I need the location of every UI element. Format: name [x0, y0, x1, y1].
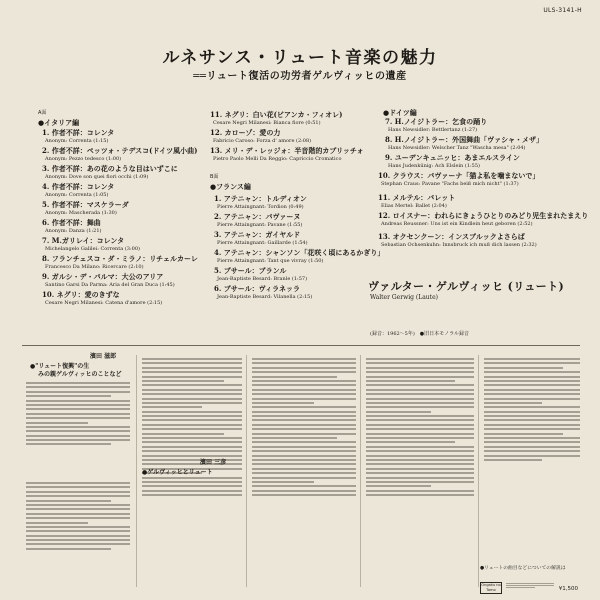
track-a10: [42, 291, 162, 306]
track-b8: [385, 136, 543, 151]
track-composer: Anonym: Dove son quei fiori occhi (1:09): [45, 173, 149, 180]
track-title: 12. カローゾ：愛の力: [210, 128, 281, 137]
track-a11: [210, 111, 342, 126]
recording-note: (録音：1962～5年) ●旧日本モノラル録音: [370, 331, 469, 337]
track-b9: [385, 154, 520, 169]
column-rule: [478, 355, 479, 587]
track-title: 1. アテニャン：トルディオン: [214, 194, 307, 203]
track-title: 4. 作者不詳：コレンタ: [42, 182, 115, 191]
track-title: 8. フランチェスコ・ダ・ミラノ：リチェルカーレ: [42, 254, 198, 263]
track-composer: Elias Mertel: Ballet (2:04): [381, 202, 447, 209]
track-title: 9. ガルシ・デ・パルマ：大公のアリア: [42, 272, 164, 281]
column-rule: [360, 355, 361, 587]
notes-column-5: [484, 356, 580, 556]
track-b11: [378, 194, 455, 209]
track-title: 2. 作者不詳：ペッツォ・テデスコ(ドイツ風小曲): [42, 146, 198, 155]
section-france: ●フランス編: [210, 182, 251, 191]
track-composer: Santino Garsi Da Parma: Aria del Gran Duca (1:45): [45, 281, 175, 288]
track-title: 10. ネグリ：愛のきずな: [42, 290, 120, 299]
track-a13: [210, 147, 364, 162]
track-title: 13. オクセンクーン：インスブルックよさらば: [378, 232, 525, 241]
track-composer: Anonym: Correnta (1:05): [45, 191, 109, 198]
track-a1: [42, 129, 114, 144]
notes-column-4: [366, 356, 474, 588]
notes-column-1b: [26, 480, 130, 588]
track-composer: Cesare Negri Milanesi: Catena d'amore (2:15): [45, 299, 163, 306]
notes-column-1a: [26, 380, 130, 475]
artist-name: ヴァルター・ゲルヴィッヒ (リュート): [368, 280, 565, 293]
track-title: 6. ブサール：ヴィラネッラ: [214, 284, 300, 293]
track-a8: [42, 255, 198, 270]
track-b10: [378, 172, 539, 187]
track-title: 3. 作者不詳：あの花のような目はいずこに: [42, 164, 178, 173]
catalog-number: ULS-3141-H: [543, 7, 582, 14]
track-b7: [385, 118, 487, 133]
side-b-label: B面: [210, 174, 219, 180]
track-a12: [210, 129, 311, 144]
track-b2: [214, 213, 302, 228]
artist-romaji: Walter Gerwig (Laute): [370, 294, 438, 301]
track-title: 5. 作者不詳：マスケラーダ: [42, 200, 129, 209]
track-title: 5. ブサール：ブランル: [214, 266, 287, 275]
track-composer: Pierre Attaingnant: Tordion (0:49): [217, 203, 304, 210]
track-title: 9. ユーデンキュニッヒ：あまエルスライン: [385, 153, 520, 162]
track-composer: Anonym: Pezzo tedesco (1:00): [45, 155, 122, 162]
track-composer: Hans Judenkünig: Ach Elslein (1:55): [388, 162, 480, 169]
track-composer: Hans Newsidler: Bettlertanz (1:27): [388, 126, 478, 133]
notes-heading-2: ●ゲルヴィッヒとリュート: [142, 469, 213, 476]
track-composer: Hans Newsidler: Welscher Tanz "Wascha mesa" (2:04): [388, 144, 526, 151]
track-composer: Michelangelo Galilei: Correnta (3:00): [45, 245, 140, 252]
track-b5: [214, 267, 307, 282]
track-b6: [214, 285, 312, 300]
track-title: 10. クラウス：パヴァーナ「猫よ私を噛まないで」: [378, 171, 540, 180]
page-subtitle: ══リュート復活の功労者ゲルヴィッヒの遺産: [193, 71, 407, 82]
column-rule: [136, 355, 137, 587]
fine-print: [506, 582, 554, 589]
track-composer: Anonym: Correnta (1:15): [45, 137, 109, 144]
track-composer: Francesco Da Milano: Ricercare (2:10): [45, 263, 144, 270]
track-composer: Pierre Attaingnant: Gaillarde (1:54): [217, 239, 308, 246]
track-b3: [214, 231, 308, 246]
track-composer: Fabricio Caroso: Forza d' amore (2:08): [213, 137, 312, 144]
track-composer: Pierre Attaingnant: Pavane (1:55): [217, 221, 303, 228]
track-title: 1. 作者不詳：コレンタ: [42, 128, 115, 137]
section-germany: ●ドイツ編: [383, 108, 417, 117]
section-italy: ●イタリア編: [38, 118, 80, 127]
price-label: ¥1,500: [558, 586, 578, 592]
track-title: 11. メルテル：バレット: [378, 193, 456, 202]
notes-author-2: 濱田 三彦: [200, 459, 227, 466]
notes-heading-1b: みの親ゲルヴィッヒのことなど: [38, 371, 122, 378]
track-a7: [42, 237, 140, 252]
track-title: 2. アテニャン：パヴァーヌ: [214, 212, 301, 221]
track-title: 8. H.ノイジトラー：外国舞曲「ヴァシャ・メザ」: [385, 135, 543, 144]
track-composer: Stephan Craus: Pavane "Fachs beiß mich nicht" (1:37): [381, 180, 519, 187]
track-a3: [42, 165, 178, 180]
footer-note: ●リュートの曲目などについての解説は: [480, 566, 566, 571]
track-title: 11. ネグリ：白い花(ビアンカ・フィオレ): [210, 110, 343, 119]
section-divider: [22, 345, 580, 346]
notes-heading-1: ●"リュート復興"の生: [30, 363, 90, 370]
track-composer: Andreas Reussner: Uns ist ein Kindlein heut geboren (2:52): [381, 220, 533, 227]
publisher-logo: Ongaku no Tomo: [481, 583, 501, 592]
track-composer: Jean-Baptiste Besard: Vilanella (2:15): [217, 293, 313, 300]
track-composer: Jean-Baptiste Besard: Branle (1:57): [217, 275, 308, 282]
track-composer: Pierre Attaingnant: Tant que vivray (1:50): [217, 257, 324, 264]
track-b12: [378, 212, 588, 227]
track-composer: Sebastian Ochsenkuhn: Innsbruck ich muß dich lassen (2:32): [381, 241, 537, 248]
track-composer: Cesare Negri Milanesi: Bianca fiore (0:51): [213, 119, 321, 126]
track-composer: Pietro Paolo Melli Da Reggio: Capriccio Cromatico: [213, 155, 342, 162]
track-title: 4. アテニャン：シャンソン「花咲く頃にあるかぎり」: [214, 248, 385, 257]
track-title: 7. M.ガリレイ：コレンタ: [42, 236, 125, 245]
track-a2: [42, 147, 197, 162]
track-a9: [42, 273, 175, 288]
track-a4: [42, 183, 114, 198]
notes-author-1: 濱田 滋郎: [90, 353, 117, 360]
track-composer: Anonym: Danza (1:21): [45, 227, 102, 234]
notes-column-3: [252, 356, 356, 588]
track-title: 12. ロイスナー：われらにきょうひとりのみどり児生まれたまえり: [378, 211, 589, 220]
page-title: ルネサンス・リュート音楽の魅力: [162, 48, 438, 68]
track-title: 13. メリ・デ・レッジォ：半音階的カプリッチォ: [210, 146, 364, 155]
track-title: 6. 作者不詳：舞曲: [42, 218, 101, 227]
side-a-label: A面: [38, 110, 47, 116]
track-b4: [214, 249, 384, 264]
track-b1: [214, 195, 307, 210]
column-rule: [246, 355, 247, 587]
track-title: 7. H.ノイジトラー：乞食の踊り: [385, 117, 488, 126]
track-b13: [378, 233, 537, 248]
track-a5: [42, 201, 129, 216]
track-composer: Anonym: Mascherada (1:30): [45, 209, 117, 216]
track-a6: [42, 219, 101, 234]
track-title: 3. アテニャン：ガイヤルド: [214, 230, 301, 239]
